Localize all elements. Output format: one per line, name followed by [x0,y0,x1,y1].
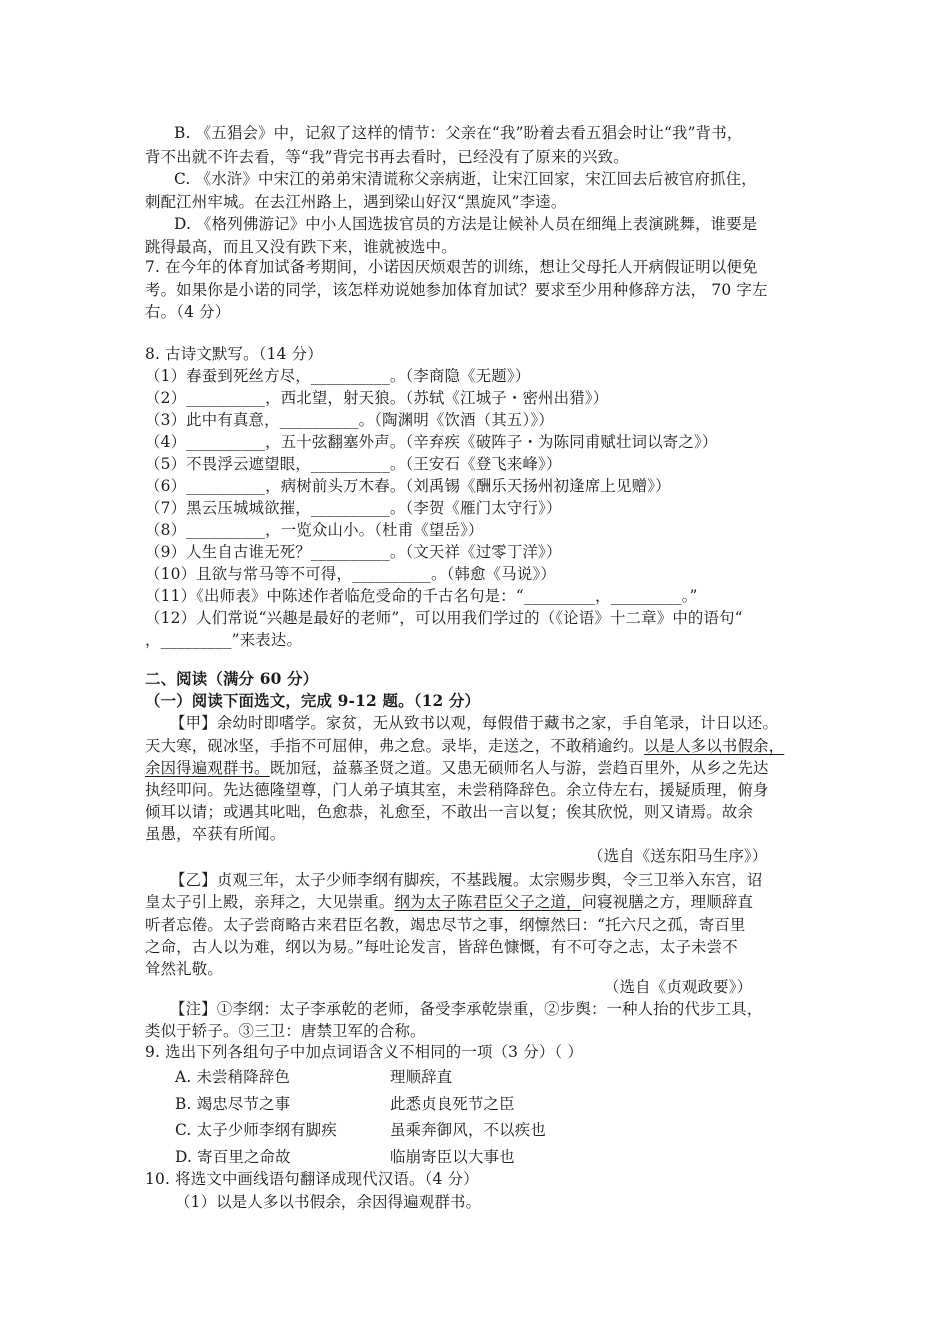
q8-item-10: （10）且欲与常马等不可得，__________。（韩愈《马说》） [145,565,556,583]
q8-item-1: （1）春蚕到死丝方尽，__________。（李商隐《无题》） [145,367,531,385]
q7-line2: 考。如果你是小诺的同学，该怎样劝说她参加体育加试？要求至少用种修辞方法， 70 字左 [145,281,768,299]
q8-item-9: （9）人生自古谁无死？__________。（文天祥《过零丁洋》） [145,543,562,561]
jia-line3 [145,757,769,779]
yi-underlined-sentence: 纲为太子陈君臣父子之道， [394,893,582,911]
jia-line5: 倾耳以请；或遇其叱咄，色愈恭，礼愈至，不敢出一言以复；俟其欣悦，则又请焉。故余 [145,803,754,821]
q8-item-5: （5）不畏浮云遮望眼，__________。（王安石《登飞来峰》） [145,455,562,473]
q6-option-c-line2: 刺配江州牢城。在去江州路上，遇到梁山好汉“黑旋风”李逵。 [145,193,567,211]
q6-option-b-line2: 背不出就不许去看，等“我”背完书再去看时，已经没有了原来的兴致。 [145,148,629,166]
q9-option-b-left: B. 竭忠尽节之事 [175,1095,291,1113]
q6-option-d-line2: 跳得最高，而且又没有跌下来，谁就被选中。 [145,238,457,256]
yi-line4: 之命，古人以为难，纲以为易。”每吐论发言，皆辞色慷慨，有不可夺之志，太子未尝不 [145,938,738,956]
q8-item-7: （7）黑云压城城欲摧，__________。（李贺《雁门太守行》） [145,499,562,517]
q7-line1: 7. 在今年的体育加试备考期间，小诺因厌烦艰苦的训练，想让父母托人开病假证明以便免 [145,258,758,276]
q6-option-c-line1: C. 《水浒》中宋江的弟弟宋清谎称父亲病逝，让宋江回家，宋江回去后被官府抓住， [174,170,757,188]
yi-line2-text: 皇太子引上殿，亲拜之，大见崇重。 [145,893,395,911]
q9-title: 9. 选出下列各组句子中加点词语含义不相同的一项（3 分）（ ） [145,1043,584,1061]
q9-option-a-left: A. 未尝稍降辞色 [175,1068,291,1086]
section-2-title: 二、阅读（满分 60 分） [145,670,319,688]
q6-option-d-line1: D. 《格列佛游记》中小人国选拔官员的方法是让候补人员在细绳上表演跳舞，谁要是 [174,215,758,233]
q8-title: 8. 古诗文默写。（14 分） [145,345,323,363]
q8-item-4: （4）__________，五十弦翻塞外声。（辛弃疾《破阵子・为陈同甫赋壮词以寄之》） [145,433,718,451]
q8-item-3: （3）此中有真意，__________。（陶渊明《饮酒（其五）》） [145,411,554,429]
q9-option-d-right: 临崩寄臣以大事也 [390,1148,515,1166]
jia-source: （选自《送东阳马生序》） [588,847,768,865]
q9-option-d-left: D. 寄百里之命故 [175,1148,291,1166]
q8-item-12: （12）人们常说“兴趣是最好的老师”，可以用我们学过的（《论语》十二章》中的语句“ [145,609,743,627]
q9-option-a-right: 理顺辞直 [390,1068,453,1086]
yi-line2-post: 问寝视膳之方，理顺辞直 [581,893,754,911]
jia-underlined-sentence-part2: 余因得遍观群书。 [145,759,270,777]
q8-item-6: （6）__________，病树前头万木春。（刘禹锡《酬乐天扬州初逢席上见赠》） [145,477,671,495]
yi-source: （选自《贞观政要》） [604,978,753,996]
note-line2: 类似于轿子。③三卫：唐禁卫军的合称。 [145,1022,426,1040]
yi-line2 [145,891,753,913]
q8-item-2: （2）__________，西北望，射天狼。（苏轼《江城子・密州出猎》） [145,389,609,407]
jia-line4: 执经叩问。先达德隆望尊，门人弟子填其室，未尝稍降辞色。余立侍左右，援疑质理，俯身 [145,781,769,799]
q9-option-c-right: 虽乘奔御风，不以疾也 [390,1121,546,1139]
q9-option-b-right: 此悉贞良死节之臣 [390,1095,515,1113]
q8-item-8: （8）__________，一览众山小。（杜甫《望岳》） [145,521,484,539]
q10-title: 10. 将选文中画线语句翻译成现代汉语。（4 分） [145,1170,479,1188]
q8-item-11: （11）《出师表》中陈述作者临危受命的千古名句是：“_________，_________。” [145,587,698,605]
jia-line2-text: 天大寒，砚冰坚，手指不可屈伸，弗之怠。录毕，走送之，不敢稍逾约。 [145,737,644,755]
q9-option-c-left: C. 太子少师李纲有脚疾 [175,1121,337,1139]
q8-item-12-cont: ，_________”来表达。 [145,631,303,649]
note-line1: 【注】①李纲：太子李承乾的老师，备受李承乾崇重，②步舆：一种人抬的代步工具， [170,1000,763,1018]
jia-underlined-sentence-part1: 以是人多以书假余， [643,737,785,755]
q10-item-1: （1）以是人多以书假余，余因得遍观群书。 [175,1193,482,1211]
section-2-subtitle: （一）阅读下面选文，完成 9-12 题。（12 分） [145,692,481,710]
q6-option-b-line1: B. 《五猖会》中，记叙了这样的情节：父亲在“我”盼着去看五猖会时让“我”背书， [174,124,743,142]
jia-line1: 【甲】余幼时即嗜学。家贫，无从致书以观，每假借于藏书之家，手自笔录，计日以还。 [170,714,779,732]
yi-line3: 听者忘倦。太子尝商略古来君臣名教，竭忠尽节之事，纲懔然曰：“托六尺之孤，寄百里 [145,916,746,934]
jia-line6: 虽愚，卒获有所闻。 [145,825,286,843]
yi-line5: 耸然礼敬。 [145,960,223,978]
jia-line3-text: 既加冠，益慕圣贤之道。又患无硕师名人与游，尝趋百里外，从乡之先达 [269,759,769,777]
yi-line1: 【乙】贞观三年，太子少师李纲有脚疾，不基践履。太宗赐步舆，令三卫举入东宫，诏 [170,871,763,889]
jia-line2 [145,735,784,757]
q7-line3: 右。（4 分） [145,303,231,321]
